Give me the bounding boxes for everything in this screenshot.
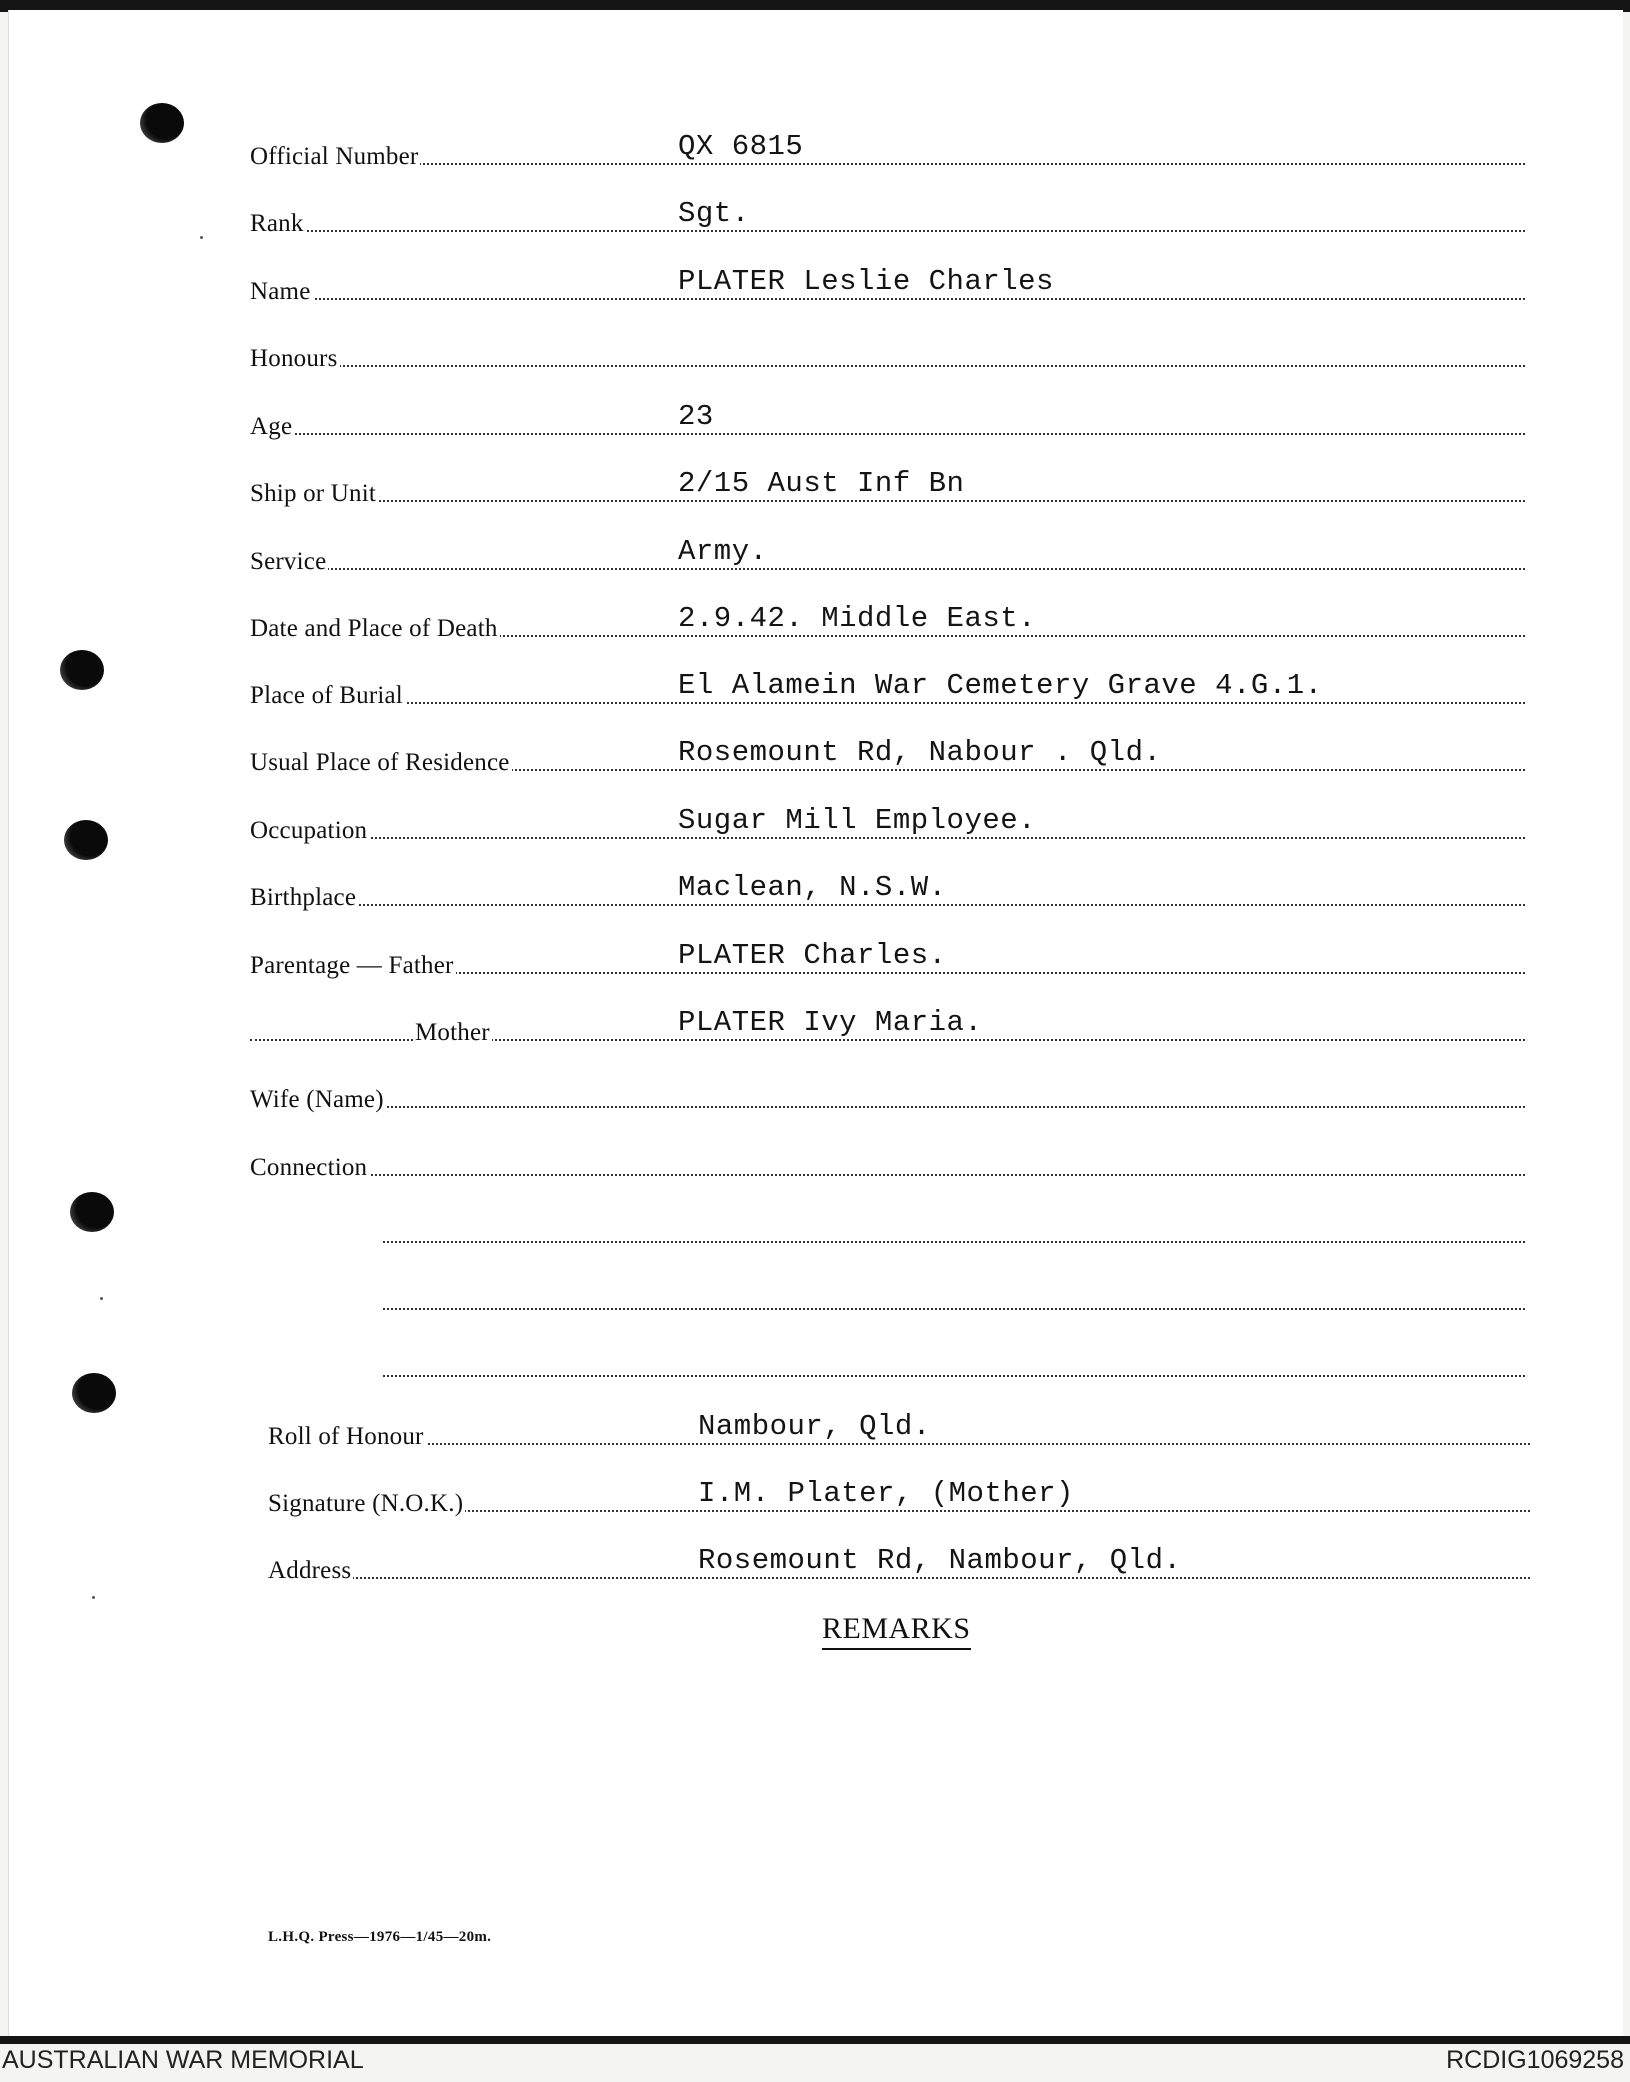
punch-hole-icon [64, 820, 108, 860]
field-label: Date and Place of Death [250, 615, 498, 642]
field-value: 2.9.42. Middle East. [678, 602, 1037, 635]
field-value: Sgt. [678, 197, 750, 230]
field-label: Place of Burial [250, 682, 403, 709]
punch-hole-icon [60, 650, 104, 690]
connection-line [383, 1213, 1525, 1253]
punch-hole-icon [70, 1192, 114, 1232]
field-label: Rank [250, 210, 304, 237]
field-father [250, 939, 1525, 984]
field-label: Birthplace [250, 884, 357, 911]
field-label: Mother [415, 1019, 490, 1046]
field-value: Army. [678, 535, 768, 568]
field-service [250, 535, 1525, 580]
field-rank [250, 197, 1525, 242]
field-value: PLATER Ivy Maria. [678, 1006, 983, 1039]
field-value: Nambour, Qld. [698, 1410, 931, 1443]
field-connection [250, 1146, 1525, 1186]
field-value: PLATER Charles. [678, 939, 947, 972]
field-value: PLATER Leslie Charles [678, 265, 1054, 298]
press-note: L.H.Q. Press—1976—1/45—20m. [268, 1929, 492, 1945]
field-label: Age [250, 413, 293, 440]
punch-hole-icon [72, 1373, 116, 1413]
field-value: 2/15 Aust Inf Bn [678, 467, 965, 500]
field-value: 23 [678, 400, 714, 433]
field-address [268, 1544, 1530, 1589]
field-label: Honours [250, 345, 338, 372]
field-date-place-of-death [250, 602, 1525, 647]
field-label: Parentage — Father [250, 952, 454, 979]
field-official-number [250, 130, 1525, 175]
footer-record-id: RCDIG1069258 [1446, 2046, 1624, 2074]
field-label: Wife (Name) [250, 1086, 384, 1113]
connection-line [383, 1280, 1525, 1320]
remarks-heading: REMARKS [822, 1612, 971, 1650]
field-value: Maclean, N.S.W. [678, 871, 947, 904]
field-honours [250, 337, 1525, 377]
field-label: Ship or Unit [250, 480, 377, 507]
field-mother [250, 1006, 1525, 1051]
field-birthplace [250, 871, 1525, 916]
field-label: Occupation [250, 817, 368, 844]
field-value: Sugar Mill Employee. [678, 804, 1037, 837]
field-signature [268, 1477, 1530, 1522]
field-label: Name [250, 278, 311, 305]
field-value: I.M. Plater, (Mother) [698, 1477, 1074, 1510]
scan-bottom-edge [0, 2036, 1630, 2044]
field-label: Connection [250, 1154, 368, 1181]
field-value: Rosemount Rd, Nambour, Qld. [698, 1544, 1182, 1577]
footer-archive-name: AUSTRALIAN WAR MEMORIAL [2, 2046, 364, 2074]
field-value: Rosemount Rd, Nabour . Qld. [678, 736, 1162, 769]
field-name [250, 265, 1525, 310]
field-label: Usual Place of Residence [250, 749, 510, 776]
field-occupation [250, 804, 1525, 849]
field-place-of-burial [250, 669, 1525, 714]
field-label: Service [250, 548, 327, 575]
field-usual-residence [250, 736, 1525, 781]
field-ship-or-unit [250, 467, 1525, 512]
field-value: QX 6815 [678, 130, 804, 163]
field-label: Address [268, 1557, 352, 1584]
field-label: Official Number [250, 143, 419, 170]
punch-hole-icon [140, 103, 184, 143]
field-wife [250, 1078, 1525, 1118]
field-roll-of-honour [268, 1410, 1530, 1455]
field-value: El Alamein War Cemetery Grave 4.G.1. [678, 669, 1323, 702]
connection-line [383, 1347, 1525, 1387]
field-label: Signature (N.O.K.) [268, 1490, 464, 1517]
field-label: Roll of Honour [268, 1423, 424, 1450]
field-age [250, 400, 1525, 445]
